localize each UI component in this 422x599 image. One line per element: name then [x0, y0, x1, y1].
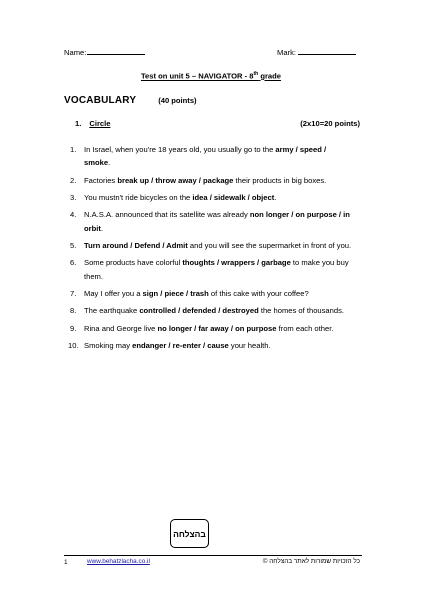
question-item — [70, 339, 352, 352]
answer-options[interactable]: sign / piece / trash — [142, 288, 209, 298]
answer-options[interactable]: no longer / far away / on purpose — [157, 323, 277, 333]
question-text: . — [100, 223, 103, 233]
test-title — [0, 71, 422, 81]
answer-options[interactable]: break up / throw away / package — [117, 175, 234, 185]
question-text: May I offer you a — [84, 288, 143, 298]
question-item — [70, 256, 352, 282]
title-superscript: th — [253, 71, 259, 77]
question-text: their products in big boxes. — [233, 175, 327, 185]
task-heading — [75, 119, 110, 128]
mark-field — [277, 47, 356, 57]
question-item — [70, 287, 352, 300]
answer-options[interactable]: idea / sidewalk / object — [192, 192, 275, 202]
question-text: N.A.S.A. announced that its satellite was already — [84, 210, 250, 220]
question-number: 6. — [70, 258, 77, 268]
question-text: your health. — [228, 341, 271, 351]
answer-options[interactable]: controlled / defended / destroyed — [139, 306, 259, 316]
question-text: In Israel, when you're 18 years old, you usually go to the — [84, 145, 276, 154]
task-points: (2x10=20 points) — [300, 119, 360, 128]
question-text: and you will see the supermarket in front of you. — [187, 240, 352, 250]
task-label: Circle — [89, 119, 111, 128]
question-text: You mustn't ride bicycles on the — [84, 192, 193, 202]
question-text: Rina and George live — [84, 323, 158, 333]
question-number: 10. — [68, 341, 79, 351]
mark-blank — [298, 47, 356, 55]
question-number: 5. — [70, 240, 77, 250]
question-text: from each other. — [276, 323, 334, 333]
question-item — [70, 208, 352, 234]
answer-options[interactable]: army / speed / smoke — [84, 145, 327, 168]
question-number: 3. — [70, 192, 77, 202]
name-field — [64, 47, 145, 57]
title-text: Test on unit 5 – NAVIGATOR - 8 — [140, 71, 254, 81]
question-item — [70, 304, 352, 317]
question-list — [70, 143, 352, 357]
footer-divider — [64, 555, 362, 556]
mark-label: Mark: — [277, 48, 296, 57]
website-link[interactable]: www.behatzlacha.co.il — [87, 558, 150, 565]
question-number: 1. — [70, 145, 77, 154]
section-heading — [64, 95, 197, 106]
behatzlacha-logo: בהצלחה — [170, 519, 209, 548]
question-text: Factories — [84, 175, 118, 185]
question-text: to make you buy them. — [84, 258, 349, 281]
answer-options[interactable]: non longer / on purpose / in orbit — [84, 210, 350, 233]
question-text: . — [108, 158, 111, 168]
section-title: VOCABULARY — [64, 95, 137, 106]
answer-options[interactable]: endanger / re-enter / cause — [132, 341, 229, 351]
question-number: 7. — [70, 288, 77, 298]
answer-options[interactable]: thoughts / wrappers / garbage — [182, 258, 291, 268]
copyright-notice: כל הזכויות שמורות לאתר בהצלחה © — [262, 558, 360, 565]
page-number: 1 — [64, 559, 68, 566]
question-text: The earthquake — [84, 306, 140, 316]
question-number: 9. — [70, 323, 77, 333]
question-item — [70, 191, 352, 204]
title-end: grade — [258, 71, 282, 81]
task-number: 1. — [75, 119, 82, 128]
answer-options[interactable]: Turn around / Defend / Admit — [84, 240, 188, 250]
question-text: Smoking may — [84, 341, 133, 351]
question-number: 4. — [70, 210, 77, 220]
question-text: . — [274, 192, 277, 202]
section-points: (40 points) — [158, 96, 197, 105]
question-item — [70, 239, 352, 252]
question-item — [70, 322, 352, 335]
name-label: Name: — [64, 48, 87, 57]
question-text: Some products have colorful — [84, 258, 183, 268]
question-number: 8. — [70, 306, 77, 316]
question-item — [70, 174, 352, 187]
question-text: the homes of thousands. — [258, 306, 345, 316]
question-number: 2. — [70, 175, 77, 185]
question-text: of this cake with your coffee? — [208, 288, 309, 298]
question-item — [70, 143, 352, 169]
name-blank — [87, 47, 145, 55]
